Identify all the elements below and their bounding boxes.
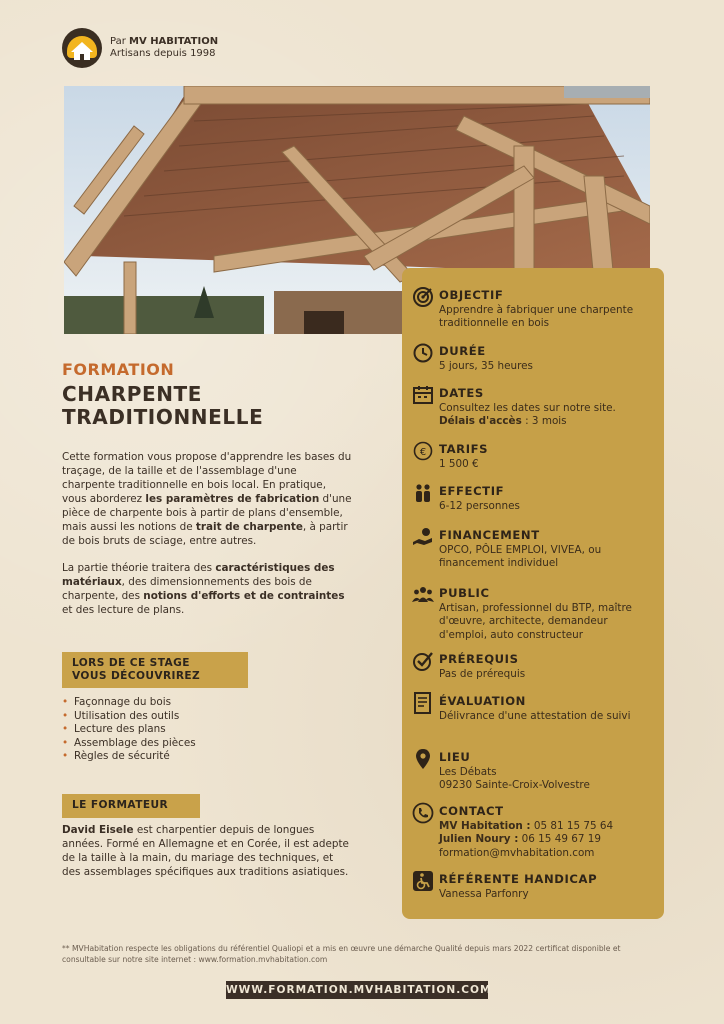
brand-name: MV HABITATION [129, 36, 219, 47]
target-icon [412, 286, 434, 308]
stage-heading: LORS DE CE STAGE VOUS DÉCOUVRIREZ [62, 652, 248, 688]
info-handicap: RÉFÉRENTE HANDICAP Vanessa Parfonry [412, 870, 658, 902]
document-icon [412, 692, 434, 714]
list-item: • Lecture des plans [62, 723, 196, 737]
contact-email[interactable]: formation@mvhabitation.com [439, 846, 595, 859]
list-item: • Façonnage du bois [62, 696, 196, 710]
title-line-1: CHARPENTE [62, 382, 203, 406]
learn-list [62, 696, 196, 764]
intro-paragraph-2: La partie théorie traitera des caractéristiques des matériaux, des dimensionnements des bois de charpente, des notions d'efforts et de contraintes et des lecture de plans. [62, 562, 345, 616]
svg-text:€: € [419, 447, 427, 458]
euro-icon [412, 440, 434, 462]
formation-title [62, 383, 362, 429]
list-item: • Utilisation des outils [62, 710, 196, 724]
info-objectif: OBJECTIF Apprendre à fabriquer une charpente traditionnelle en bois [412, 286, 658, 330]
info-public: PUBLIC Artisan, professionnel du BTP, maître d'œuvre, architecte, demandeur d'emploi, auto constructeur [412, 584, 658, 644]
formation-kicker: FORMATION [62, 360, 175, 379]
calendar-icon [412, 384, 434, 406]
map-pin-icon [412, 748, 434, 770]
legal-notice: ** MVHabitation respecte les obligations du référentiel Qualiopi et a mis en œuvre une démarche Qualité depuis mars 2022 certificat disponible et consultable sur notre site internet : www.formation.mvhabitation.com [62, 944, 621, 964]
info-dates: DATES Consultez les dates sur notre site. Délais d'accès : 3 mois [412, 384, 658, 428]
brand-header [62, 28, 218, 68]
info-contact: CONTACT MV Habitation : 05 81 15 75 64 Julien Noury : 06 15 49 67 19 formation@mvhabitation.com [412, 802, 658, 862]
info-financement: FINANCEMENT OPCO, PÔLE EMPLOI, VIVEA, ou financement individuel [412, 526, 658, 572]
website-link[interactable]: WWW.FORMATION.MVHABITATION.COM [226, 981, 488, 999]
formateur-text: David Eisele est charpentier depuis de longues années. Formé en Allemagne et en Corée, il est adepte de la taille à la main, du mariage des techniques, et des assemblages spécifiques aux traditions asiatiques. [62, 824, 349, 878]
wheelchair-icon [412, 870, 434, 892]
info-lieu: LIEU Les Débats 09230 Sainte-Croix-Volvestre [412, 748, 658, 794]
list-item: • Règles de sécurité [62, 750, 196, 764]
info-duree: DURÉE 5 jours, 35 heures [412, 342, 658, 374]
group-icon [412, 584, 434, 606]
check-circle-icon [412, 650, 434, 672]
house-logo-icon [62, 28, 102, 68]
info-prerequis: PRÉREQUIS Pas de prérequis [412, 650, 658, 682]
intro-paragraph-1: Cette formation vous propose d'apprendre les bases du traçage, de la taille et de l'assemblage d'une charpente traditionnelle en bois local. En pratique, vous aborderez les paramètres de fabrication d'une pièce de charpente bois à partir de plans d'ensemble, mais aussi les notions de trait de charpente, à partir de bois bruts de sciage, entre autres. [62, 451, 352, 547]
hand-money-icon [412, 526, 434, 548]
phone-icon [412, 802, 434, 824]
brand-tagline: Artisans depuis 1998 [110, 48, 216, 59]
info-evaluation: ÉVALUATION Délivrance d'une attestation de suivi [412, 692, 658, 738]
people-icon [412, 482, 434, 504]
list-item: • Assemblage des pièces [62, 737, 196, 751]
clock-icon [412, 342, 434, 364]
info-tarifs: € TARIFS 1 500 € [412, 440, 658, 472]
intro-text [62, 450, 352, 630]
info-panel [402, 268, 664, 919]
brand-prefix: Par [110, 36, 126, 47]
title-line-2: TRADITIONNELLE [62, 405, 264, 429]
info-effectif: EFFECTIF 6-12 personnes [412, 482, 658, 514]
formateur-heading: LE FORMATEUR [62, 794, 200, 818]
